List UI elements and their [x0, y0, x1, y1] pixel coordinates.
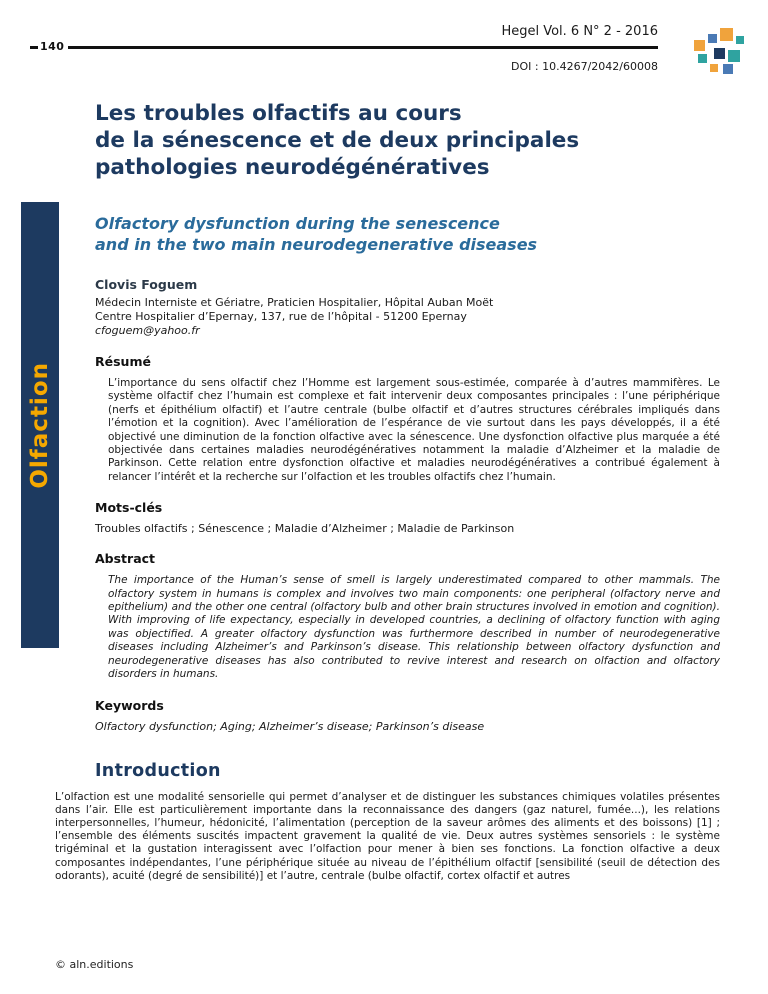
hegel-logo-icon: [690, 26, 748, 76]
abstract-text: The importance of the Human’s sense of smell is largely underestimated compared to other mammals. The olfactory system in humans is complex and involves two main components: one peripheral (olfactory nerve and epithelium) and the other one central (olfactory bulb and other brain structures involved in emotion and cognition). With improving of life expectancy, especially in developed countries, a declining of olfactory function with aging was objectified. A greater olfactory dysfunction was furthermore described in number of neurodegenerative diseases including Alzheimer’s and Parkinson’s disease. This relationship between olfactory dysfunction and neurodegenerative diseases has also contributed to revive interest and research on olfaction and olfactory disorders in humans.: [108, 574, 720, 681]
subtitle-line: and in the two main neurodegenerative diseases: [95, 235, 538, 254]
section-band-label: Olfaction: [27, 361, 53, 489]
author-affiliation: [95, 296, 720, 338]
article-title-fr: [95, 100, 720, 181]
subtitle-line: Olfactory dysfunction during the senescence: [95, 214, 500, 233]
abstract-heading: Abstract: [95, 551, 156, 567]
header-rule: [30, 40, 658, 54]
author-name: Clovis Foguem: [95, 277, 198, 292]
doi-text: DOI : 10.4267/2042/60008: [511, 60, 658, 73]
introduction-text: L’olfaction est une modalité sensorielle qui permet d’analyser et de distinguer les substances chimiques volatiles présentes dans l’air. Elle est particulièrement importante dans la reconnaissance des dangers (gaz naturel, fumée...), les relations interpersonnelles, l’humeur, hédonicité, l’alimentation (perception de la saveur arômes des aliments et des boissons) [1] ; l’ensemble des éléments suscités impactent gravement la qualité de vie. Deux autres systèmes sensoriels : le système trigéminal et la gustation interagissent avec l’olfaction pour mener à bien ses fonctions. La fonction olfactive a deux composantes indépendantes, l’une périphérique située au niveau de l’épithélium olfactif [sensibilité (seuil de détection des odorants), acuité (degré de sensibilité)] et l’autre, centrale (bulbe olfactif, cortex olfactif et autres: [55, 790, 720, 882]
introduction-heading: Introduction: [95, 760, 221, 781]
article-title-en: [95, 213, 720, 255]
article: [55, 100, 720, 883]
author-email: cfoguem@yahoo.fr: [95, 324, 200, 337]
rule-segment-left: [30, 46, 38, 49]
resume-heading: Résumé: [95, 354, 151, 369]
affiliation-line: Médecin Interniste et Gériatre, Praticien Hospitalier, Hôpital Auban Moët: [95, 296, 494, 309]
page-footer: [55, 958, 133, 971]
title-line: pathologies neurodégénératives: [95, 155, 490, 180]
title-line: Les troubles olfactifs au cours: [95, 101, 462, 126]
resume-text: L’importance du sens olfactif chez l’Homme est largement sous-estimée, comparée à d’autres mammifères. Le système olfactif chez l’humain est complexe et fait intervenir deux composantes principales : l’une périphérique (nerfs et épithélium olfactif) et l’autre centrale (bulbe olfactif et d’autres structures cérébrales impliqués dans l’émotion et la cognition). Avec l’amélioration de l’espérance de vie surtout dans les pays développés, il a été objectivé une diminution de la fonction olfactive avec la sénescence. Une dysfonction olfactive plus marquée a été objectivée dans certaines maladies neurodégénératives notamment la maladie d’Alzheimer et la maladie de Parkinson. Cette relation entre dysfonction olfactive et maladies neurodégénératives a contribué également à relancer l’intérêt et la recherche sur l’olfaction et les troubles olfactifs chez l’humain.: [108, 377, 720, 483]
journal-reference: Hegel Vol. 6 N° 2 - 2016: [501, 24, 658, 39]
keywords-text: Olfactory dysfunction; Aging; Alzheimer’s disease; Parkinson’s disease: [95, 719, 485, 733]
mots-cles-heading: Mots-clés: [95, 500, 163, 516]
page-number: 140: [40, 39, 65, 53]
title-line: de la sénescence et de deux principales: [95, 128, 580, 153]
mots-cles-text: Troubles olfactifs ; Sénescence ; Maladie d’Alzheimer ; Maladie de Parkinson: [95, 522, 515, 536]
keywords-heading: Keywords: [95, 697, 164, 713]
affiliation-line: Centre Hospitalier d’Epernay, 137, rue de l’hôpital - 51200 Epernay: [95, 310, 467, 323]
rule-segment-right: [68, 46, 658, 49]
section-band: [21, 202, 59, 648]
copyright-text: © aln.editions: [55, 958, 134, 971]
